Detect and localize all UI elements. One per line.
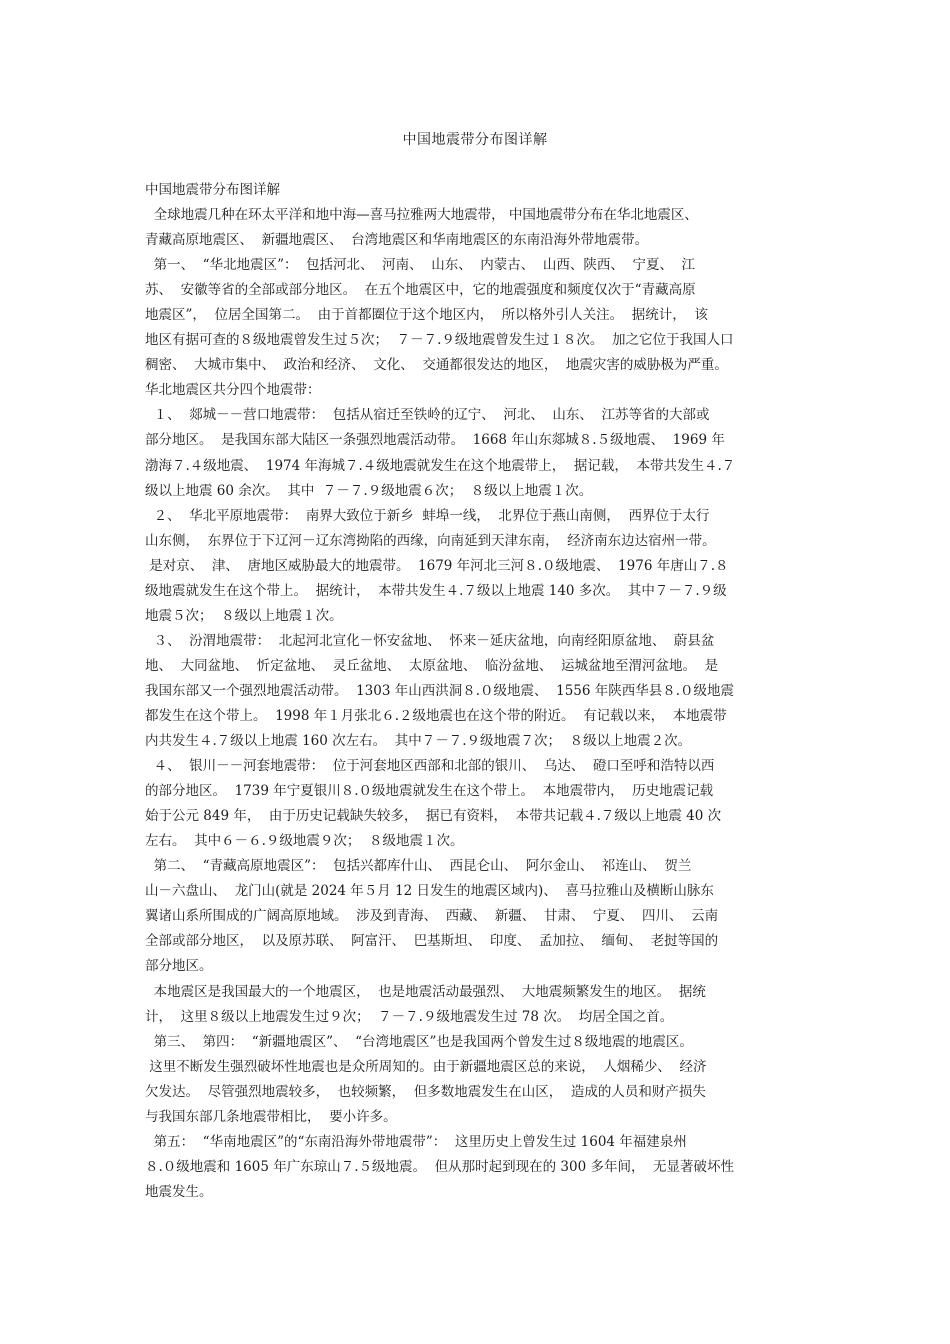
text-line: 地震区”， 位居全国第二。 由于首都圈位于这个地区内， 所以格外引人关注。 据统计， 该: [145, 307, 708, 324]
text-line: 级以上地震 60 余次。 其中 ７－７.９级地震６次； ８级以上地震１次。: [145, 482, 593, 499]
text-line: 始于公元 849 年， 由于历史记载缺失较多， 据已有资料， 本带共记载４.７级以上地震 40 次: [145, 808, 722, 825]
text-line: 第二、 “青藏高原地震区”： 包括兴都库什山、 西昆仑山、 阿尔金山、 祁连山、 贺兰: [145, 858, 692, 875]
text-line: 部分地区。 是我国东部大陆区一条强烈地震活动带。 1668 年山东郯城８.５级地震、 1969 年: [145, 432, 725, 449]
text-line: １、 郯城－－营口地震带： 包括从宿迁至铁岭的辽宁、 河北、 山东、 江苏等省的大部或: [145, 407, 710, 424]
text-line: 都发生在这个带上。 1998 年１月张北６.２级地震也在这个带的附近。 有记载以来， 本地震带: [145, 707, 727, 724]
text-line: ３、 汾渭地震带： 北起河北宣化－怀安盆地、 怀来－延庆盆地，向南经阳原盆地、 蔚县盆: [145, 632, 715, 649]
text-line: 地震５次； ８级以上地震１次。: [145, 607, 343, 624]
text-line: 我国东部又一个强烈地震活动带。 1303 年山西洪洞８.０级地震、 1556 年陕西华县８.０级地震: [145, 682, 735, 699]
text-line: 渤海７.４级地震、 1974 年海城７.４级地震就发生在这个地震带上， 据记载， 本带共发生４.７: [145, 457, 736, 474]
text-line: 地、 大同盆地、 忻定盆地、 灵丘盆地、 太原盆地、 临汾盆地、 运城盆地至渭河盆地。 是: [145, 657, 719, 674]
text-line: 内共发生４.７级以上地震 160 次左右。 其中７－７.９级地震７次； ８级以上地震２次。: [145, 733, 692, 750]
text-line: 第五： “华南地震区”的“东南沿海外带地震带”： 这里历史上曾发生过 1604 年福建泉州: [145, 1133, 687, 1150]
text-line: 级地震就发生在这个带上。 据统计， 本带共发生４.７级以上地震 140 多次。 其中７－７.９级: [145, 582, 727, 599]
text-line: 青藏高原地震区、 新疆地震区、 台湾地震区和华南地震区的东南沿海外带地震带。: [145, 232, 649, 249]
text-line: 本地震区是我国最大的一个地震区， 也是地震活动最强烈、 大地震频繁发生的地区。 据统: [145, 983, 706, 1000]
text-line: 山－六盘山、 龙门山(就是 2024 年５月 12 日发生的地震区域内)、 喜马拉雅山及横断山脉东: [145, 883, 714, 900]
text-line: 中国地震带分布图详解: [145, 182, 280, 198]
text-line: ８.０级地震和 1605 年广东琼山７.５级地震。 但从那时起到现在的 300 多年间， 无显著破坏性: [145, 1158, 735, 1175]
document-title: 中国地震带分布图详解: [402, 132, 548, 148]
document-body: [145, 178, 825, 1205]
text-line: 部分地区。: [145, 958, 213, 975]
text-line: 左右。 其中６－６.９级地震９次； ８级地震１次。: [145, 833, 464, 850]
text-line: 全球地震几种在环太平洋和地中海—喜马拉雅两大地震带， 中国地震带分布在华北地震区、: [145, 207, 698, 224]
text-line: ２、 华北平原地震带： 南界大致位于新乡 蚌埠一线， 北界位于燕山南侧， 西界位于太行: [145, 507, 710, 524]
text-line: 欠发达。 尽管强烈地震较多， 也较频繁， 但多数地震发生在山区， 造成的人员和财产损失: [145, 1083, 706, 1100]
text-line: ４、 银川－－河套地震带： 位于河套地区西部和北部的银川、 乌达、 磴口至呼和浩特以西: [145, 758, 715, 775]
text-line: 计， 这里８级以上地震发生过９次； ７－７.９级地震发生过 78 次。 均居全国之首。: [145, 1008, 674, 1025]
text-line: 全部或部分地区， 以及原苏联、 阿富汗、 巴基斯坦、 印度、 孟加拉、 缅甸、 老挝等国的: [145, 933, 719, 950]
text-line: 第三、 第四： “新疆地震区”、 “台湾地震区”也是我国两个曾发生过８级地震的地震区。: [145, 1033, 693, 1050]
text-line: 华北地震区共分四个地震带：: [145, 382, 321, 399]
text-line: 翼诸山系所围成的广阔高原地域。 涉及到青海、 西藏、 新疆、 甘肃、 宁夏、 四川、 云南: [145, 908, 719, 925]
text-line: 苏、 安徽等省的全部或部分地区。 在五个地震区中，它的地震强度和频度仅次于“青藏高原: [145, 282, 696, 299]
text-line: 这里不断发生强烈破坏性地震也是众所周知的。由于新疆地震区总的来说， 人烟稀少、 经济: [145, 1058, 707, 1075]
text-line: 山东侧， 东界位于下辽河－辽东湾拗陷的西缘，向南延到天津东南， 经济南东边达宿州一带。: [145, 532, 716, 549]
text-line: 地区有据可查的８级地震曾发生过５次； ７－７.９级地震曾发生过１８次。 加之它位于我国人口: [145, 332, 734, 349]
text-line: 是对京、 津、 唐地区威胁最大的地震带。 1679 年河北三河８.０级地震、 1976 年唐山７.８: [145, 557, 729, 574]
text-line: 的部分地区。 1739 年宁夏银川８.０级地震就发生在这个带上。 本地震带内， 历史地震记载: [145, 783, 714, 800]
text-line: 第一、 “华北地震区”： 包括河北、 河南、 山东、 内蒙古、 山西、陕西、 宁夏、 江: [145, 257, 696, 274]
text-line: 地震发生。: [145, 1183, 213, 1200]
text-line: 稠密、 大城市集中、 政治和经济、 文化、 交通都很发达的地区， 地震灾害的威胁极为严重。: [145, 357, 728, 374]
text-line: 与我国东部几条地震带相比， 要小许多。: [145, 1108, 397, 1125]
